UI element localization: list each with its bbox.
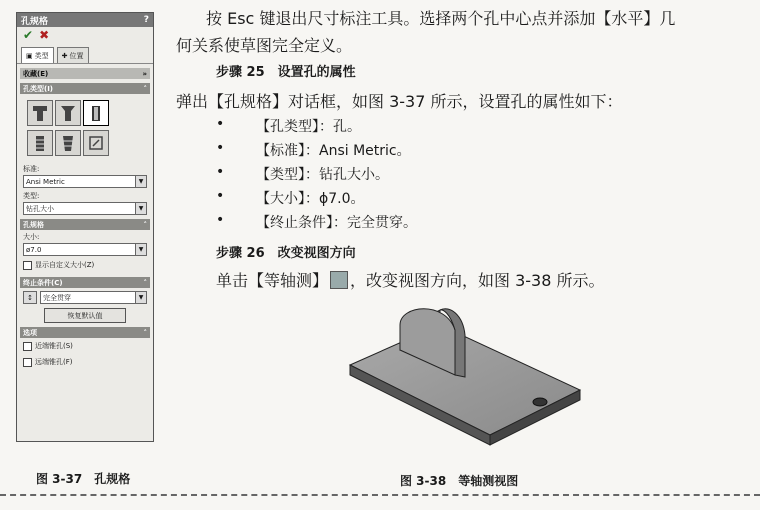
standard-label: 标准: [23, 165, 40, 173]
figure-3-37-caption: 图 3-37 孔规格 [36, 472, 131, 486]
para-line-1: 按 Esc 键退出尺寸标注工具。选择两个孔中心点并添加【水平】几 [206, 9, 676, 28]
hole-type-section[interactable]: 孔类型(I) ˄ [20, 83, 150, 94]
bullet-dot: • [216, 212, 225, 228]
expand-icon[interactable]: ˄ [143, 84, 147, 93]
countersink-icon[interactable] [55, 100, 81, 126]
standard-select[interactable]: Ansi Metric ▼ [23, 175, 147, 188]
options-section[interactable]: 选项 ˄ [20, 327, 150, 338]
simple-hole-icon[interactable] [83, 100, 109, 126]
help-icon[interactable]: ? [143, 15, 149, 25]
chevron-down-icon[interactable]: ▼ [135, 203, 146, 214]
chevron-down-icon[interactable]: ▼ [135, 292, 146, 303]
checkbox-box[interactable] [23, 261, 32, 270]
end-condition-select[interactable]: 完全贯穿 ▼ [40, 291, 147, 304]
restore-defaults-button[interactable]: 恢复默认值 [44, 308, 126, 323]
para-line-4: 单击【等轴测】 ，改变视图方向，如图 3-38 所示。 [216, 271, 605, 290]
bullet-dot: • [216, 188, 225, 204]
bullet-dot: • [216, 140, 225, 156]
isometric-part-figure [345, 305, 600, 450]
figure-3-38-caption: 图 3-38 等轴测视图 [400, 474, 519, 488]
hole-type-tab-icon: ▣ [26, 51, 33, 60]
bullet-dot: • [216, 164, 225, 180]
checkbox-box[interactable] [23, 358, 32, 367]
reverse-direction-icon[interactable]: ↕ [23, 291, 37, 304]
step-25-heading: 步骤 25 设置孔的属性 [216, 65, 356, 80]
expand-icon[interactable]: ˄ [143, 220, 147, 229]
cancel-button[interactable]: ✖ [39, 28, 50, 42]
far-side-checkbox[interactable]: 远端锥孔(F) [17, 354, 153, 370]
panel-tabs [17, 43, 153, 64]
para-line-3: 弹出【孔规格】对话框，如图 3-37 所示，设置孔的属性如下： [176, 92, 623, 111]
hole-type-icons [17, 94, 153, 162]
size-select[interactable]: ø7.0 ▼ [23, 243, 147, 256]
favorites-section[interactable]: 收藏(E) » [20, 68, 150, 79]
collapse-icon[interactable]: » [142, 69, 147, 78]
bullet-dot: • [216, 116, 225, 132]
expand-icon[interactable]: ˄ [143, 328, 147, 337]
chevron-down-icon[interactable]: ▼ [135, 244, 146, 255]
tab-position[interactable]: ✚ 位置 [57, 47, 89, 63]
legacy-hole-icon[interactable] [83, 130, 109, 156]
step-26-heading: 步骤 26 改变视图方向 [216, 246, 356, 261]
type-label: 类型: [23, 192, 40, 200]
hole-spec-panel [16, 12, 154, 442]
size-label: 大小: [23, 233, 40, 241]
tapped-hole-icon[interactable] [27, 130, 53, 156]
pipe-tap-icon[interactable] [55, 130, 81, 156]
expand-icon[interactable]: ˄ [143, 278, 147, 287]
counterbore-icon[interactable] [27, 100, 53, 126]
position-tab-icon: ✚ [61, 51, 68, 60]
chevron-down-icon[interactable]: ▼ [135, 176, 146, 187]
tab-type[interactable]: ▣ 类型 [21, 47, 54, 63]
custom-size-checkbox[interactable]: 显示自定义大小(Z) [17, 257, 153, 273]
isometric-view-icon [330, 271, 348, 289]
ok-button[interactable]: ✔ [23, 28, 34, 42]
panel-titlebar [17, 13, 153, 27]
empty-slot [111, 100, 135, 126]
checkbox-box[interactable] [23, 342, 32, 351]
end-condition-section[interactable]: 终止条件(C) ˄ [20, 277, 150, 288]
panel-title: 孔规格 [21, 16, 49, 27]
para-line-2: 何关系使草图完全定义。 [176, 36, 353, 55]
type-select[interactable]: 钻孔大小 ▼ [23, 202, 147, 215]
end-condition-row [23, 291, 147, 304]
page-divider [0, 494, 760, 496]
hole [533, 398, 547, 406]
ok-cancel-row [17, 27, 153, 43]
near-side-checkbox[interactable]: 近端锥孔(S) [17, 338, 153, 354]
hole-spec-section[interactable]: 孔规格 ˄ [20, 219, 150, 230]
